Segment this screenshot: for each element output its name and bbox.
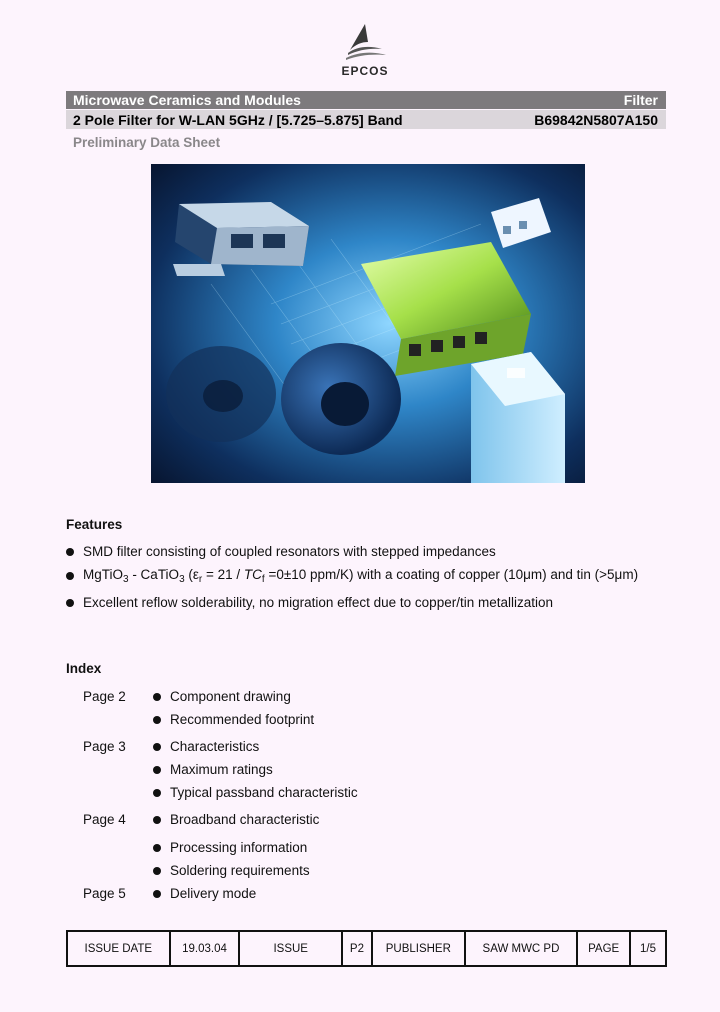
bullet-icon — [153, 693, 161, 701]
bullet-icon — [153, 766, 161, 774]
index-item: Maximum ratings — [153, 762, 273, 777]
feature-text: SMD filter consisting of coupled resonators with stepped impedances — [83, 544, 496, 559]
bullet-icon — [153, 867, 161, 875]
bullet-icon — [153, 890, 161, 898]
page-value: 1/5 — [630, 931, 666, 966]
publisher-value: SAW MWC PD — [465, 931, 577, 966]
bullet-icon — [66, 548, 74, 556]
part-number: B69842N5807A150 — [534, 111, 658, 128]
index-item: Processing information — [153, 840, 307, 855]
category-title: Microwave Ceramics and Modules — [73, 92, 301, 108]
document-info-table — [66, 930, 667, 967]
index-heading: Index — [66, 661, 102, 676]
issue-date-label: ISSUE DATE — [67, 931, 170, 966]
index-page-label: Page 5 — [83, 886, 126, 901]
bullet-icon — [153, 716, 161, 724]
index-page-label: Page 4 — [83, 812, 126, 827]
brand-name: EPCOS — [341, 64, 389, 78]
document-subtitle: Preliminary Data Sheet — [73, 135, 221, 150]
feature-item — [66, 595, 553, 610]
bullet-icon — [153, 816, 161, 824]
index-item: Component drawing — [153, 689, 291, 704]
issue-label: ISSUE — [239, 931, 342, 966]
feature-item — [66, 567, 638, 585]
feature-text-material: MgTiO$_3$ - CaTiO$_3$ ($\varepsilon_r = 21 / TC_f =0\pm 10$ ppm/K) with a coating of copper (10μm) and tin (>5μm) — [83, 567, 639, 585]
bullet-icon — [153, 844, 161, 852]
feature-text: Excellent reflow solderability, no migration effect due to copper/tin metallization — [83, 595, 553, 610]
issue-date-value: 19.03.04 — [170, 931, 240, 966]
index-item: Recommended footprint — [153, 712, 314, 727]
index-item: Delivery mode — [153, 886, 256, 901]
index-item: Soldering requirements — [153, 863, 310, 878]
product-photo — [151, 164, 585, 483]
feature-item — [66, 544, 496, 559]
product-type: Filter — [623, 92, 658, 108]
features-heading: Features — [66, 517, 123, 532]
bullet-icon — [66, 599, 74, 607]
bullet-icon — [153, 743, 161, 751]
publisher-label: PUBLISHER — [372, 931, 465, 966]
product-header — [66, 110, 666, 129]
category-header — [66, 91, 666, 109]
index-item: Typical passband characteristic — [153, 785, 358, 800]
issue-value: P2 — [342, 931, 372, 966]
index-page-label: Page 3 — [83, 739, 126, 754]
bullet-icon — [153, 789, 161, 797]
epcos-logo — [330, 22, 400, 82]
page-label: PAGE — [577, 931, 630, 966]
index-item: Characteristics — [153, 739, 259, 754]
index-page-label: Page 2 — [83, 689, 126, 704]
bullet-icon — [66, 572, 74, 580]
index-item: Broadband characteristic — [153, 812, 319, 827]
epcos-triangle-logo-icon — [342, 22, 388, 62]
product-title: 2 Pole Filter for W-LAN 5GHz / [5.725–5.875] Band — [73, 111, 403, 128]
